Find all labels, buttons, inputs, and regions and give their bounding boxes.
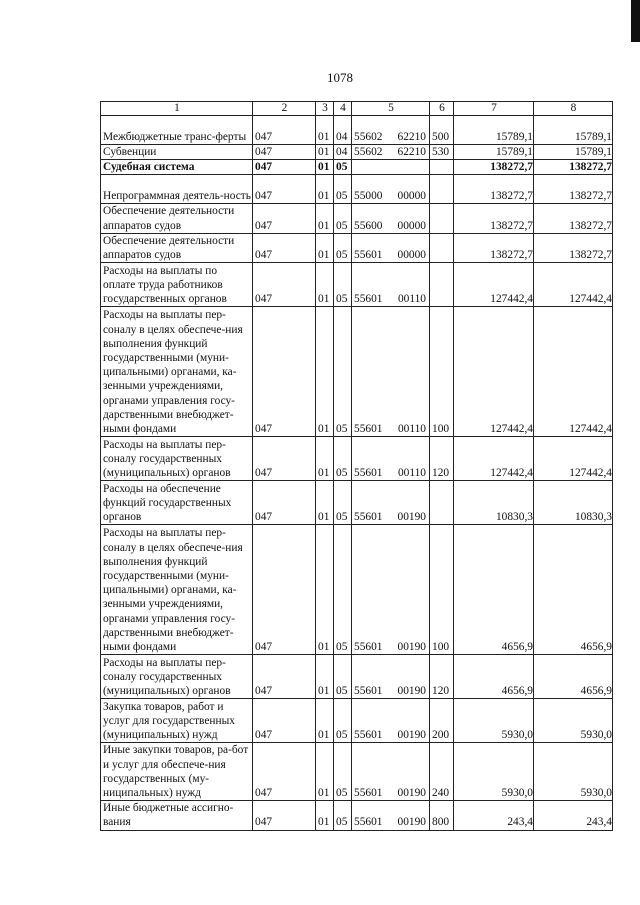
table-row (101, 307, 613, 437)
table-body (101, 116, 613, 831)
amount-2015-cell: 138272,7 (534, 204, 613, 233)
row-name-cell: Закупка товаров, работ и услуг для государственных (муниципальных) нужд (101, 699, 253, 743)
table-row (101, 743, 613, 801)
amount-2014-cell: 4656,9 (454, 655, 534, 699)
section-code-cell: 01 (316, 801, 334, 830)
amount-2015-cell: 5930,0 (534, 743, 613, 801)
expense-type-cell (430, 175, 454, 204)
section-code-cell: 01 (316, 655, 334, 699)
target-article-direction: 00190 (397, 729, 426, 742)
target-article-program: 55601 (354, 729, 383, 742)
ved-code-cell: 047 (253, 801, 316, 830)
target-article-program: 55000 (354, 190, 383, 203)
expense-type-cell: 100 (430, 307, 454, 437)
ved-code-cell: 047 (253, 175, 316, 204)
subsection-code-cell: 05 (334, 175, 352, 204)
target-article-direction: 00110 (397, 293, 426, 306)
target-article-program: 55601 (354, 249, 383, 262)
ved-code-cell: 047 (253, 263, 316, 307)
column-header: 5 (352, 102, 430, 116)
target-article-direction: 00110 (397, 467, 426, 480)
ved-code-cell: 047 (253, 525, 316, 655)
table-row (101, 525, 613, 655)
row-name-cell: Обеспечение деятельности аппаратов судов (101, 233, 253, 262)
subsection-code-cell: 05 (334, 233, 352, 262)
target-article-direction: 00000 (397, 190, 426, 203)
target-article-parts (354, 292, 428, 306)
subsection-code-cell: 05 (334, 437, 352, 481)
ved-code-cell: 047 (253, 233, 316, 262)
target-article-cell (352, 175, 430, 204)
target-article-program: 55601 (354, 293, 383, 306)
ved-code-cell: 047 (253, 437, 316, 481)
target-article-parts (354, 815, 428, 829)
subsection-code-cell: 04 (334, 116, 352, 145)
section-code-cell: 01 (316, 233, 334, 262)
ved-code-cell: 047 (253, 743, 316, 801)
target-article-parts (354, 466, 428, 480)
amount-2014-cell: 127442,4 (454, 263, 534, 307)
target-article-program: 55601 (354, 423, 383, 436)
amount-2015-cell: 10830,3 (534, 481, 613, 525)
row-name-cell: Субвенции (101, 145, 253, 160)
amount-2014-cell: 127442,4 (454, 307, 534, 437)
target-article-program: 55601 (354, 685, 383, 698)
section-code-cell: 01 (316, 437, 334, 481)
amount-2014-cell: 4656,9 (454, 525, 534, 655)
subsection-code-cell: 05 (334, 655, 352, 699)
target-article-parts (354, 684, 428, 698)
subsection-code-cell: 05 (334, 204, 352, 233)
column-header: 6 (430, 102, 454, 116)
expense-type-cell: 240 (430, 743, 454, 801)
amount-2014-cell: 10830,3 (454, 481, 534, 525)
target-article-parts (354, 130, 428, 144)
expense-type-cell: 120 (430, 437, 454, 481)
target-article-parts (354, 145, 428, 159)
amount-2015-cell: 4656,9 (534, 525, 613, 655)
row-name-cell: Расходы на выплаты по оплате труда работников государственных органов (101, 263, 253, 307)
header-row (101, 102, 613, 116)
amount-2015-cell: 127442,4 (534, 307, 613, 437)
row-name-cell: Расходы на выплаты пер-соналу государственных (муниципальных) органов (101, 655, 253, 699)
target-article-program: 55601 (354, 787, 383, 800)
expense-type-cell: 120 (430, 655, 454, 699)
target-article-direction: 00190 (397, 816, 426, 829)
table-row (101, 116, 613, 145)
row-name-cell: Расходы на выплаты пер-соналу в целях обеспече-ния выполнения функций государственными (муни-ципальными) органами, ка-зенными учреждениями, органами управления госу-дарственными внебюджет-ными фондами (101, 525, 253, 655)
ved-code-cell: 047 (253, 655, 316, 699)
target-article-cell (352, 525, 430, 655)
expense-type-cell: 200 (430, 699, 454, 743)
amount-2014-cell: 243,4 (454, 801, 534, 830)
section-code-cell: 01 (316, 307, 334, 437)
target-article-cell (352, 233, 430, 262)
section-code-cell: 01 (316, 743, 334, 801)
table-row (101, 437, 613, 481)
subsection-code-cell: 05 (334, 743, 352, 801)
ved-code-cell: 047 (253, 481, 316, 525)
column-header: 8 (534, 102, 613, 116)
expense-type-cell (430, 233, 454, 262)
section-code-cell: 01 (316, 160, 334, 175)
section-code-cell: 01 (316, 145, 334, 160)
amount-2015-cell: 138272,7 (534, 233, 613, 262)
amount-2015-cell: 4656,9 (534, 655, 613, 699)
amount-2015-cell: 127442,4 (534, 437, 613, 481)
amount-2014-cell: 138272,7 (454, 233, 534, 262)
table-row (101, 699, 613, 743)
target-article-direction: 00190 (397, 685, 426, 698)
table-row (101, 204, 613, 233)
column-header: 3 (316, 102, 334, 116)
target-article-cell (352, 699, 430, 743)
page-number: 1078 (327, 70, 353, 85)
table-row (101, 160, 613, 175)
target-article-direction: 00190 (397, 641, 426, 654)
target-article-direction: 00000 (397, 219, 426, 232)
section-code-cell: 01 (316, 481, 334, 525)
table-row (101, 481, 613, 525)
amount-2014-cell: 5930,0 (454, 699, 534, 743)
target-article-parts (354, 189, 428, 203)
amount-2014-cell: 15789,1 (454, 145, 534, 160)
row-name-cell: Межбюджетные транс-ферты (101, 116, 253, 145)
section-code-cell: 01 (316, 263, 334, 307)
amount-2014-cell: 138272,7 (454, 175, 534, 204)
row-name-cell: Непрограммная деятель-ность (101, 175, 253, 204)
section-code-cell: 01 (316, 116, 334, 145)
budget-table (100, 101, 613, 831)
column-header: 2 (253, 102, 316, 116)
amount-2014-cell: 138272,7 (454, 160, 534, 175)
target-article-cell (352, 145, 430, 160)
target-article-direction: 62210 (397, 146, 426, 158)
target-article-cell (352, 263, 430, 307)
target-article-cell (352, 481, 430, 525)
target-article-parts (354, 786, 428, 800)
column-header: 7 (454, 102, 534, 116)
target-article-program: 55602 (354, 146, 383, 158)
table-row (101, 263, 613, 307)
section-code-cell: 01 (316, 699, 334, 743)
ved-code-cell: 047 (253, 160, 316, 175)
table-row (101, 655, 613, 699)
row-name-cell: Расходы на выплаты пер-соналу в целях обеспече-ния выполнения функций государственными (муни-ципальными) органами, ка-зенными учреждениями, органами управления госу-дарственными внебюджет-ными фондами (101, 307, 253, 437)
target-article-program: 55600 (354, 219, 383, 232)
row-name-cell: Расходы на обеспечение функций государственных органов (101, 481, 253, 525)
target-article-parts (354, 248, 428, 262)
target-article-cell (352, 204, 430, 233)
expense-type-cell (430, 204, 454, 233)
target-article-parts (354, 728, 428, 742)
subsection-code-cell: 04 (334, 145, 352, 160)
column-header: 1 (101, 102, 253, 116)
subsection-code-cell: 05 (334, 801, 352, 830)
target-article-direction: 00190 (397, 787, 426, 800)
target-article-program: 55601 (354, 467, 383, 480)
table-row (101, 145, 613, 160)
target-article-program: 55602 (354, 130, 383, 143)
ved-code-cell: 047 (253, 116, 316, 145)
table-row (101, 175, 613, 204)
expense-type-cell (430, 481, 454, 525)
subsection-code-cell: 05 (334, 699, 352, 743)
target-article-cell (352, 307, 430, 437)
amount-2015-cell: 138272,7 (534, 175, 613, 204)
expense-type-cell (430, 263, 454, 307)
target-article-parts (354, 510, 428, 524)
row-name-cell: Иные бюджетные ассигно-вания (101, 801, 253, 830)
target-article-cell (352, 655, 430, 699)
amount-2015-cell: 127442,4 (534, 263, 613, 307)
subsection-code-cell: 05 (334, 160, 352, 175)
section-code-cell: 01 (316, 204, 334, 233)
section-code-cell: 01 (316, 175, 334, 204)
subsection-code-cell: 05 (334, 525, 352, 655)
expense-type-cell: 530 (430, 145, 454, 160)
section-code-cell: 01 (316, 525, 334, 655)
table-row (101, 233, 613, 262)
amount-2014-cell: 5930,0 (454, 743, 534, 801)
target-article-cell (352, 116, 430, 145)
row-name-cell: Обеспечение деятельности аппаратов судов (101, 204, 253, 233)
amount-2015-cell: 15789,1 (534, 116, 613, 145)
target-article-cell (352, 743, 430, 801)
ved-code-cell: 047 (253, 204, 316, 233)
table-row (101, 801, 613, 830)
amount-2014-cell: 127442,4 (454, 437, 534, 481)
target-article-program: 55601 (354, 816, 383, 829)
row-name-cell: Судебная система (101, 160, 253, 175)
target-article-program: 55601 (354, 511, 383, 524)
column-header: 4 (334, 102, 352, 116)
ved-code-cell: 047 (253, 699, 316, 743)
expense-type-cell: 500 (430, 116, 454, 145)
amount-2015-cell: 5930,0 (534, 699, 613, 743)
expense-type-cell: 800 (430, 801, 454, 830)
target-article-parts (354, 422, 428, 436)
target-article-parts (354, 640, 428, 654)
ved-code-cell: 047 (253, 145, 316, 160)
expense-type-cell: 100 (430, 525, 454, 655)
scan-edge-mark (631, 0, 640, 42)
amount-2014-cell: 138272,7 (454, 204, 534, 233)
target-article-direction: 00000 (397, 249, 426, 262)
amount-2014-cell: 15789,1 (454, 116, 534, 145)
row-name-cell: Расходы на выплаты пер-соналу государственных (муниципальных) органов (101, 437, 253, 481)
subsection-code-cell: 05 (334, 263, 352, 307)
target-article-program: 55601 (354, 641, 383, 654)
subsection-code-cell: 05 (334, 307, 352, 437)
target-article-parts (354, 219, 428, 233)
target-article-direction: 00110 (397, 423, 426, 436)
row-name-cell: Иные закупки товаров, ра-бот и услуг для обеспече-ния государственных (му-ниципальных) нужд (101, 743, 253, 801)
amount-2015-cell: 15789,1 (534, 145, 613, 160)
amount-2015-cell: 243,4 (534, 801, 613, 830)
target-article-cell (352, 437, 430, 481)
target-article-direction: 00190 (397, 511, 426, 524)
target-article-cell (352, 801, 430, 830)
amount-2015-cell: 138272,7 (534, 160, 613, 175)
expense-type-cell (430, 160, 454, 175)
subsection-code-cell: 05 (334, 481, 352, 525)
target-article-direction: 62210 (397, 130, 426, 143)
target-article-cell (352, 160, 430, 175)
ved-code-cell: 047 (253, 307, 316, 437)
